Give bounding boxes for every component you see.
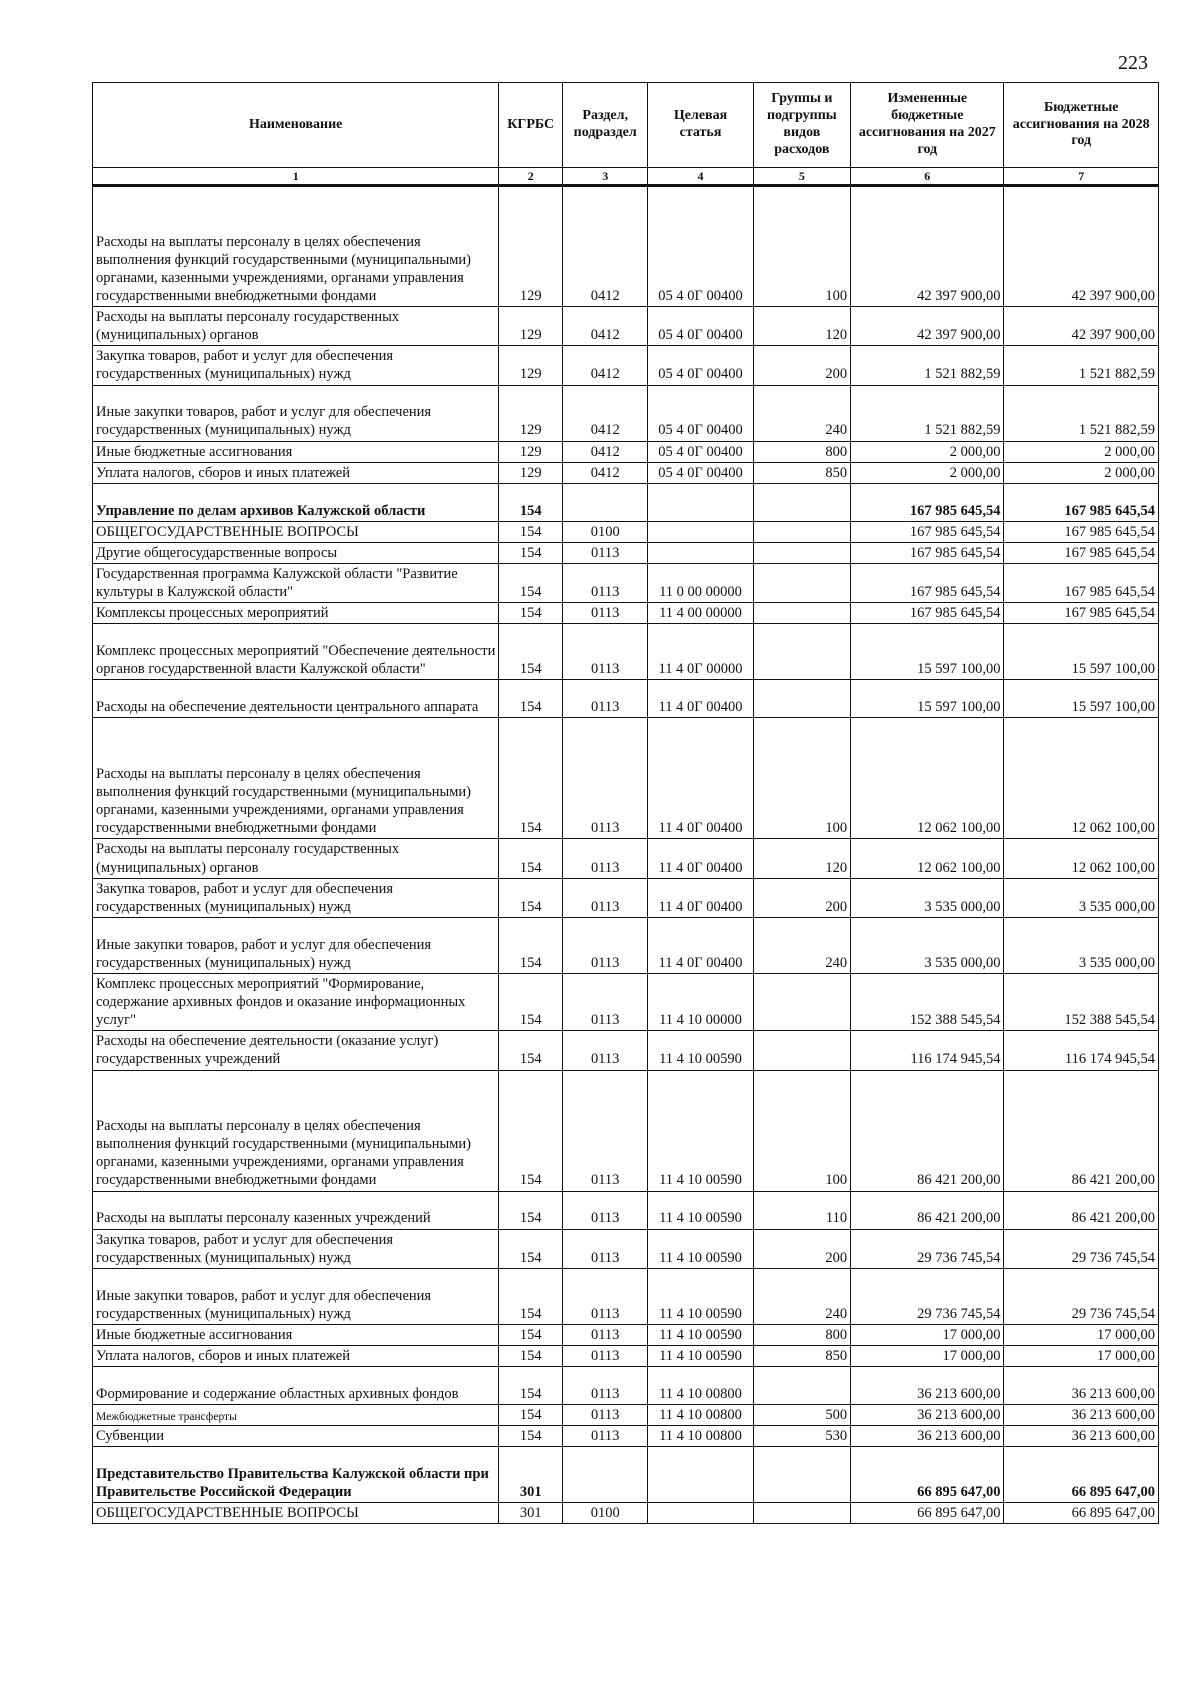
row-value-2027: 66 895 647,00: [851, 1447, 1004, 1503]
row-value-2027: 3 535 000,00: [851, 878, 1004, 917]
column-number: 1: [93, 168, 499, 186]
table-row: [93, 1070, 1159, 1191]
row-section: [562, 483, 647, 521]
row-section: [562, 1447, 647, 1503]
row-value-2028: 116 174 945,54: [1004, 1031, 1159, 1070]
row-kgrbs: 129: [499, 346, 563, 385]
row-value-2027: 36 213 600,00: [851, 1426, 1004, 1447]
row-name: Расходы на выплаты персоналу в целях обеспечения выполнения функций государственными (муниципальными) органами, казенными учреждениями, органами управления государственными внебюджетными фондами: [93, 1070, 499, 1191]
row-article: [648, 1447, 753, 1503]
column-number-row: [93, 168, 1159, 186]
row-article: 05 4 0Г 00400: [648, 385, 753, 441]
row-group: 200: [753, 878, 851, 917]
header-budget-2028: Бюджетные ассигнования на 2028 год: [1004, 83, 1159, 168]
row-group: 200: [753, 1229, 851, 1268]
row-group: [753, 1031, 851, 1070]
table-row: [93, 718, 1159, 839]
row-group: 240: [753, 1268, 851, 1324]
page-number: 223: [1118, 52, 1148, 74]
row-group: 240: [753, 385, 851, 441]
row-kgrbs: 154: [499, 1268, 563, 1324]
row-value-2028: 86 421 200,00: [1004, 1191, 1159, 1229]
row-value-2028: 86 421 200,00: [1004, 1070, 1159, 1191]
row-kgrbs: 154: [499, 718, 563, 839]
row-kgrbs: 154: [499, 917, 563, 973]
row-article: 05 4 0Г 00400: [648, 186, 753, 307]
row-section: 0113: [562, 1367, 647, 1405]
header-article: Целевая статья: [648, 83, 753, 168]
row-kgrbs: 129: [499, 307, 563, 346]
row-kgrbs: 154: [499, 839, 563, 878]
row-value-2027: 167 985 645,54: [851, 542, 1004, 563]
table-row: [93, 1367, 1159, 1405]
table-row: [93, 1503, 1159, 1524]
row-group: 100: [753, 186, 851, 307]
row-value-2027: 2 000,00: [851, 441, 1004, 462]
row-name: Государственная программа Калужской области "Развитие культуры в Калужской области": [93, 564, 499, 603]
row-value-2028: 1 521 882,59: [1004, 346, 1159, 385]
row-article: 11 4 0Г 00400: [648, 718, 753, 839]
row-group: 500: [753, 1405, 851, 1426]
row-section: 0113: [562, 1031, 647, 1070]
row-value-2028: 15 597 100,00: [1004, 680, 1159, 718]
table-row: [93, 624, 1159, 680]
row-section: 0113: [562, 1426, 647, 1447]
row-group: 100: [753, 718, 851, 839]
row-kgrbs: 154: [499, 1324, 563, 1345]
row-section: 0113: [562, 1191, 647, 1229]
table-row: [93, 1268, 1159, 1324]
row-kgrbs: 154: [499, 483, 563, 521]
row-value-2027: 42 397 900,00: [851, 307, 1004, 346]
row-name: Расходы на выплаты персоналу казенных учреждений: [93, 1191, 499, 1229]
row-article: 05 4 0Г 00400: [648, 462, 753, 483]
row-name: Уплата налогов, сборов и иных платежей: [93, 462, 499, 483]
row-group: 850: [753, 1345, 851, 1366]
row-value-2028: 66 895 647,00: [1004, 1447, 1159, 1503]
row-kgrbs: 129: [499, 462, 563, 483]
row-article: 11 0 00 00000: [648, 564, 753, 603]
row-section: 0412: [562, 346, 647, 385]
row-article: 11 4 10 00000: [648, 973, 753, 1030]
row-group: 200: [753, 346, 851, 385]
row-kgrbs: 154: [499, 1405, 563, 1426]
row-section: 0113: [562, 624, 647, 680]
row-group: 800: [753, 441, 851, 462]
column-number: 3: [562, 168, 647, 186]
table-row: [93, 1191, 1159, 1229]
row-section: 0113: [562, 1405, 647, 1426]
row-section: 0113: [562, 1345, 647, 1366]
row-value-2027: 17 000,00: [851, 1345, 1004, 1366]
row-value-2028: 12 062 100,00: [1004, 718, 1159, 839]
table-row: [93, 346, 1159, 385]
row-value-2027: 29 736 745,54: [851, 1229, 1004, 1268]
row-value-2027: 29 736 745,54: [851, 1268, 1004, 1324]
row-value-2028: 3 535 000,00: [1004, 878, 1159, 917]
row-name: Расходы на выплаты персоналу в целях обеспечения выполнения функций государственными (муниципальными) органами, казенными учреждениями, органами управления государственными внебюджетными фондами: [93, 186, 499, 307]
row-article: 11 4 10 00800: [648, 1367, 753, 1405]
row-section: 0412: [562, 462, 647, 483]
table-row: [93, 542, 1159, 563]
row-name: ОБЩЕГОСУДАРСТВЕННЫЕ ВОПРОСЫ: [93, 1503, 499, 1524]
row-name: Субвенции: [93, 1426, 499, 1447]
row-name: Закупка товаров, работ и услуг для обеспечения государственных (муниципальных) нужд: [93, 346, 499, 385]
column-number: 5: [753, 168, 851, 186]
row-kgrbs: 129: [499, 385, 563, 441]
table-row: [93, 917, 1159, 973]
row-group: [753, 1447, 851, 1503]
row-value-2027: 167 985 645,54: [851, 564, 1004, 603]
row-value-2028: 36 213 600,00: [1004, 1367, 1159, 1405]
row-value-2028: 15 597 100,00: [1004, 624, 1159, 680]
row-name: ОБЩЕГОСУДАРСТВЕННЫЕ ВОПРОСЫ: [93, 521, 499, 542]
row-group: 120: [753, 307, 851, 346]
row-value-2028: 12 062 100,00: [1004, 839, 1159, 878]
row-value-2027: 36 213 600,00: [851, 1405, 1004, 1426]
row-name: Комплекс процессных мероприятий "Формирование, содержание архивных фондов и оказание информационных услуг": [93, 973, 499, 1030]
row-value-2027: 15 597 100,00: [851, 680, 1004, 718]
row-section: 0113: [562, 917, 647, 973]
row-article: 05 4 0Г 00400: [648, 346, 753, 385]
row-value-2028: 167 985 645,54: [1004, 564, 1159, 603]
row-value-2028: 167 985 645,54: [1004, 521, 1159, 542]
row-group: 240: [753, 917, 851, 973]
row-article: [648, 483, 753, 521]
row-kgrbs: 154: [499, 1345, 563, 1366]
table-row: [93, 1405, 1159, 1426]
row-value-2027: 167 985 645,54: [851, 521, 1004, 542]
row-article: 11 4 10 00590: [648, 1070, 753, 1191]
row-name: Управление по делам архивов Калужской области: [93, 483, 499, 521]
row-value-2028: 42 397 900,00: [1004, 307, 1159, 346]
header-section: Раздел, подраздел: [562, 83, 647, 168]
row-value-2027: 12 062 100,00: [851, 839, 1004, 878]
row-kgrbs: 154: [499, 878, 563, 917]
table-row: [93, 186, 1159, 307]
row-name: Уплата налогов, сборов и иных платежей: [93, 1345, 499, 1366]
row-section: 0113: [562, 718, 647, 839]
row-group: [753, 603, 851, 624]
row-group: [753, 680, 851, 718]
row-value-2027: 2 000,00: [851, 462, 1004, 483]
row-value-2028: 2 000,00: [1004, 441, 1159, 462]
row-value-2027: 116 174 945,54: [851, 1031, 1004, 1070]
row-value-2028: 42 397 900,00: [1004, 186, 1159, 307]
row-value-2028: 36 213 600,00: [1004, 1405, 1159, 1426]
row-name: Межбюджетные трансферты: [93, 1405, 499, 1426]
row-value-2027: 1 521 882,59: [851, 385, 1004, 441]
row-name: Иные бюджетные ассигнования: [93, 1324, 499, 1345]
row-value-2027: 86 421 200,00: [851, 1191, 1004, 1229]
row-kgrbs: 154: [499, 624, 563, 680]
row-value-2028: 152 388 545,54: [1004, 973, 1159, 1030]
row-kgrbs: 154: [499, 564, 563, 603]
row-article: 11 4 10 00590: [648, 1268, 753, 1324]
row-kgrbs: 129: [499, 186, 563, 307]
row-group: [753, 521, 851, 542]
table-row: [93, 603, 1159, 624]
row-group: [753, 973, 851, 1030]
row-article: 11 4 0Г 00400: [648, 878, 753, 917]
row-name: Расходы на обеспечение деятельности (оказание услуг) государственных учреждений: [93, 1031, 499, 1070]
table-row: [93, 385, 1159, 441]
row-kgrbs: 301: [499, 1447, 563, 1503]
row-value-2028: 1 521 882,59: [1004, 385, 1159, 441]
row-value-2027: 167 985 645,54: [851, 603, 1004, 624]
row-kgrbs: 154: [499, 1367, 563, 1405]
row-name: Комплексы процессных мероприятий: [93, 603, 499, 624]
row-name: Представительство Правительства Калужской области при Правительстве Российской Федерации: [93, 1447, 499, 1503]
row-name: Расходы на выплаты персоналу государственных (муниципальных) органов: [93, 307, 499, 346]
row-section: 0412: [562, 307, 647, 346]
row-section: 0113: [562, 1268, 647, 1324]
row-value-2027: 152 388 545,54: [851, 973, 1004, 1030]
row-article: 11 4 10 00590: [648, 1229, 753, 1268]
table-row: [93, 973, 1159, 1030]
row-section: 0100: [562, 521, 647, 542]
row-kgrbs: 129: [499, 441, 563, 462]
row-section: 0113: [562, 603, 647, 624]
row-name: Иные закупки товаров, работ и услуг для обеспечения государственных (муниципальных) нужд: [93, 385, 499, 441]
row-group: 120: [753, 839, 851, 878]
row-section: 0412: [562, 385, 647, 441]
row-value-2028: 17 000,00: [1004, 1345, 1159, 1366]
row-name: Иные закупки товаров, работ и услуг для обеспечения государственных (муниципальных) нужд: [93, 917, 499, 973]
row-kgrbs: 154: [499, 1229, 563, 1268]
row-article: 11 4 10 00800: [648, 1405, 753, 1426]
row-value-2028: 2 000,00: [1004, 462, 1159, 483]
table-row: [93, 564, 1159, 603]
row-kgrbs: 154: [499, 1191, 563, 1229]
table-row: [93, 1447, 1159, 1503]
table-row: [93, 462, 1159, 483]
row-article: [648, 542, 753, 563]
row-name: Закупка товаров, работ и услуг для обеспечения государственных (муниципальных) нужд: [93, 878, 499, 917]
row-section: 0113: [562, 1070, 647, 1191]
row-group: 100: [753, 1070, 851, 1191]
row-article: 11 4 0Г 00400: [648, 917, 753, 973]
row-kgrbs: 301: [499, 1503, 563, 1524]
row-group: 800: [753, 1324, 851, 1345]
row-group: [753, 483, 851, 521]
row-article: 11 4 10 00590: [648, 1191, 753, 1229]
row-section: 0113: [562, 680, 647, 718]
table-row: [93, 307, 1159, 346]
header-groups: Группы и подгруппы видов расходов: [753, 83, 851, 168]
row-value-2028: 17 000,00: [1004, 1324, 1159, 1345]
table-row: [93, 839, 1159, 878]
row-article: 05 4 0Г 00400: [648, 307, 753, 346]
row-value-2027: 167 985 645,54: [851, 483, 1004, 521]
table-row: [93, 521, 1159, 542]
row-article: 11 4 00 00000: [648, 603, 753, 624]
row-value-2028: 167 985 645,54: [1004, 542, 1159, 563]
row-value-2027: 42 397 900,00: [851, 186, 1004, 307]
row-value-2027: 17 000,00: [851, 1324, 1004, 1345]
row-value-2028: 66 895 647,00: [1004, 1503, 1159, 1524]
table-row: [93, 680, 1159, 718]
table-row: [93, 1229, 1159, 1268]
row-name: Расходы на выплаты персоналу государственных (муниципальных) органов: [93, 839, 499, 878]
row-group: [753, 564, 851, 603]
table-row: [93, 1031, 1159, 1070]
row-kgrbs: 154: [499, 680, 563, 718]
table-row: [93, 441, 1159, 462]
row-group: [753, 624, 851, 680]
row-value-2027: 12 062 100,00: [851, 718, 1004, 839]
row-name: Иные бюджетные ассигнования: [93, 441, 499, 462]
row-value-2028: 29 736 745,54: [1004, 1229, 1159, 1268]
row-group: 850: [753, 462, 851, 483]
row-article: 11 4 10 00800: [648, 1426, 753, 1447]
row-section: 0100: [562, 1503, 647, 1524]
row-article: 11 4 0Г 00400: [648, 680, 753, 718]
row-kgrbs: 154: [499, 1031, 563, 1070]
row-group: [753, 542, 851, 563]
header-row: [93, 83, 1159, 168]
table-row: [93, 878, 1159, 917]
row-group: [753, 1503, 851, 1524]
row-article: [648, 1503, 753, 1524]
row-section: 0113: [562, 1229, 647, 1268]
row-name: Расходы на обеспечение деятельности центрального аппарата: [93, 680, 499, 718]
row-section: 0113: [562, 542, 647, 563]
row-value-2028: 29 736 745,54: [1004, 1268, 1159, 1324]
row-section: 0113: [562, 878, 647, 917]
row-article: 11 4 10 00590: [648, 1031, 753, 1070]
row-article: 11 4 10 00590: [648, 1345, 753, 1366]
row-name: Комплекс процессных мероприятий "Обеспечение деятельности органов государственной власти Калужской области": [93, 624, 499, 680]
row-value-2028: 167 985 645,54: [1004, 483, 1159, 521]
row-value-2028: 167 985 645,54: [1004, 603, 1159, 624]
header-kgrbs: КГРБС: [499, 83, 563, 168]
row-article: [648, 521, 753, 542]
row-kgrbs: 154: [499, 1070, 563, 1191]
row-value-2027: 36 213 600,00: [851, 1367, 1004, 1405]
row-group: [753, 1367, 851, 1405]
row-article: 11 4 0Г 00400: [648, 839, 753, 878]
table-row: [93, 1426, 1159, 1447]
row-kgrbs: 154: [499, 542, 563, 563]
row-kgrbs: 154: [499, 603, 563, 624]
table-row: [93, 1324, 1159, 1345]
row-section: 0113: [562, 839, 647, 878]
column-number: 2: [499, 168, 563, 186]
row-name: Иные закупки товаров, работ и услуг для обеспечения государственных (муниципальных) нужд: [93, 1268, 499, 1324]
row-kgrbs: 154: [499, 973, 563, 1030]
header-name: Наименование: [93, 83, 499, 168]
row-group: 530: [753, 1426, 851, 1447]
row-section: 0113: [562, 973, 647, 1030]
header-changed-2027: Измененные бюджетные ассигнования на 2027 год: [851, 83, 1004, 168]
row-section: 0113: [562, 564, 647, 603]
row-value-2028: 36 213 600,00: [1004, 1426, 1159, 1447]
row-value-2027: 86 421 200,00: [851, 1070, 1004, 1191]
row-section: 0412: [562, 441, 647, 462]
row-value-2027: 15 597 100,00: [851, 624, 1004, 680]
row-name: Формирование и содержание областных архивных фондов: [93, 1367, 499, 1405]
row-value-2027: 66 895 647,00: [851, 1503, 1004, 1524]
table-row: [93, 1345, 1159, 1366]
row-group: 110: [753, 1191, 851, 1229]
column-number: 7: [1004, 168, 1159, 186]
budget-table: [92, 82, 1159, 1524]
row-name: Закупка товаров, работ и услуг для обеспечения государственных (муниципальных) нужд: [93, 1229, 499, 1268]
row-value-2028: 3 535 000,00: [1004, 917, 1159, 973]
table-row: [93, 483, 1159, 521]
row-kgrbs: 154: [499, 1426, 563, 1447]
column-number: 6: [851, 168, 1004, 186]
row-kgrbs: 154: [499, 521, 563, 542]
row-article: 11 4 10 00590: [648, 1324, 753, 1345]
row-section: 0412: [562, 186, 647, 307]
row-value-2027: 1 521 882,59: [851, 346, 1004, 385]
row-article: 11 4 0Г 00000: [648, 624, 753, 680]
row-name: Другие общегосударственные вопросы: [93, 542, 499, 563]
row-article: 05 4 0Г 00400: [648, 441, 753, 462]
row-section: 0113: [562, 1324, 647, 1345]
row-value-2027: 3 535 000,00: [851, 917, 1004, 973]
row-name: Расходы на выплаты персоналу в целях обеспечения выполнения функций государственными (муниципальными) органами, казенными учреждениями, органами управления государственными внебюджетными фондами: [93, 718, 499, 839]
column-number: 4: [648, 168, 753, 186]
